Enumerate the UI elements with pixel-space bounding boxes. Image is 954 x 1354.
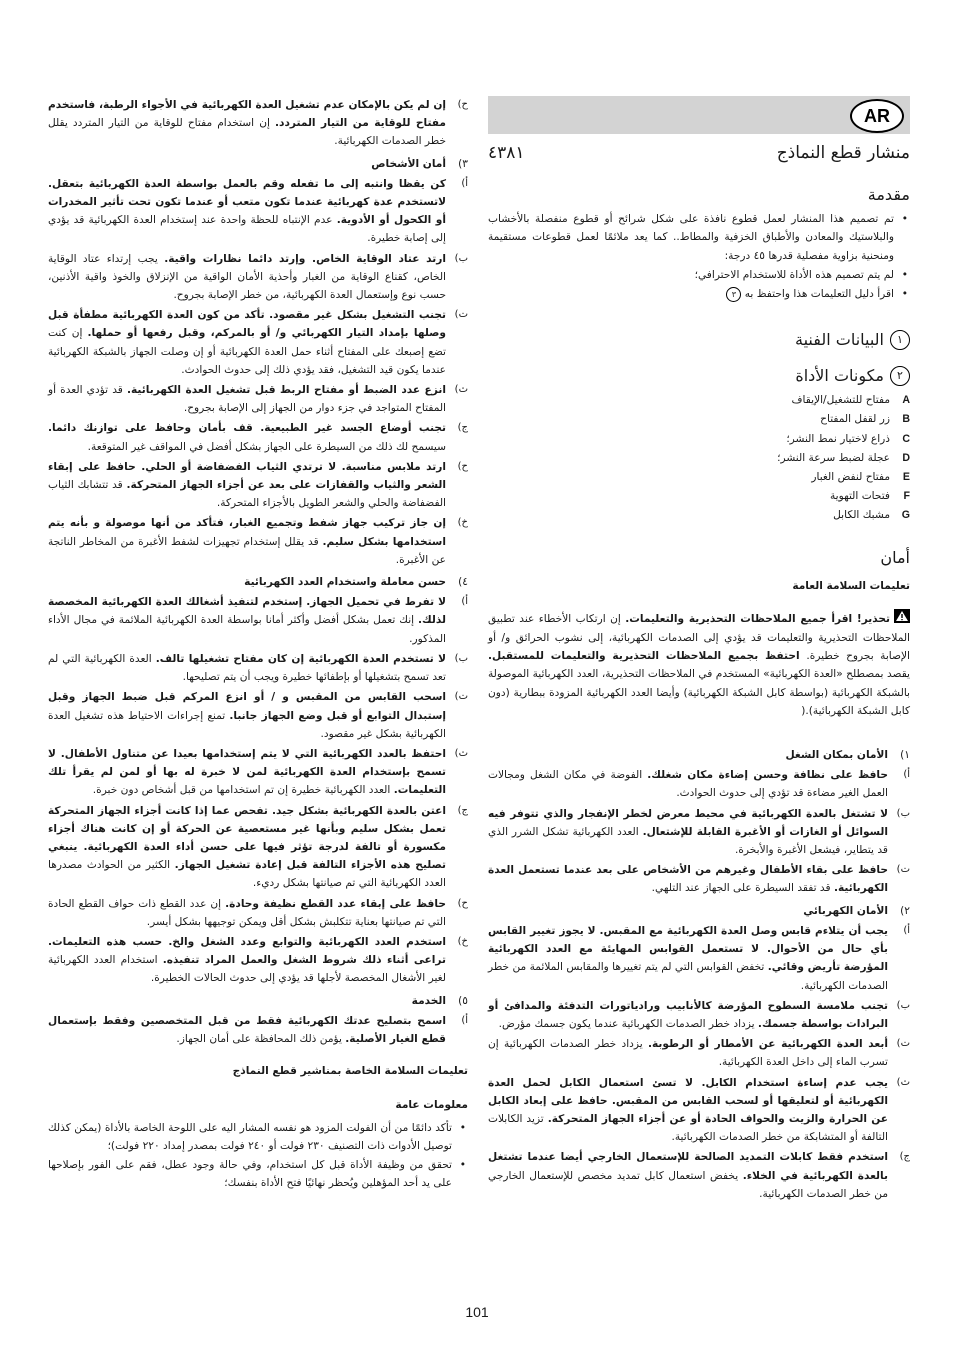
- page-number: 101: [465, 1304, 489, 1320]
- document-title: منشار قطع النماذج: [776, 143, 910, 163]
- list-item: C ذراع لاختيار نمط النشر؛: [786, 432, 910, 445]
- handling-heading: ٤) حسن معاملة واستخدام العدد الكهربائية: [244, 576, 468, 589]
- list-item: ب) ارتد عتاد الوقاية الخاص. وإرتد دائما نظارات واقية. يجب إرتداء عتاد الوقاية الخاص، كقناع الوقاية من الغبار وأحذية الأمان الواقية من الإنزلاق والخوذ واقية الأذنين، حسب نوع وإستعمال العدة الكهربائية، من خطر الإصابة بجروح.: [48, 252, 468, 302]
- list-item: ت) تجنب التشغيل بشكل غير مقصود. تأكد من كون العدة الكهربائية مطفأة قبل وصلها بإمداد التيار الكهربائي و/ أو بالمركم، وقبل رفعها أو حملها. إن كنت تضع إصبعك على المفتاح أثناء حمل العدة الكهربائية أو إن وصلت الجهاز بالشبكة الكهربائية عندما يكون قيد التشغيل، فقد يؤدي ذلك إلى حدوث الحوادث.: [48, 309, 468, 376]
- electrical-heading: ٢) الأمان الكهربائي: [803, 904, 910, 917]
- list-item: ح) حافظ على إبقاء عدد القطع نظيفة وحادة. إن عدد القطع ذات حواف القطع الحادة التي تم صيانتها بعناية تتكلبش بشكل أقل ويمكن توجيهها بشكل أيسر.: [48, 897, 468, 928]
- list-item: ج) اعتن بالعدة الكهربائية بشكل جيد. تفحص عما إذا كانت أجزاء الجهاز المتحركة تعمل بشكل سليم وبأنها غير مستعصية عن الحركة أو إن كانت هناك أجزاء مكسورة أو تالفة لدرجة تؤثر فيها على حسن أداء العدة الكهربائية. ينبغي تصليح هذه الأجزاء التالفة قبل إعادة تشغيل الجهاز. الكثير من الحوادث مصدرها العدد الكهربائية التي تم صيانتها بشكل رديء.: [48, 804, 468, 890]
- list-item: ث) انزع عدد الضبط أو مفتاح الربط قبل تشغيل العدة الكهربائية. قد تؤدي العدة أو المفتاح المتواجد في جزء دوار من الجهاز إلى الإصابة بجروح.: [48, 384, 468, 415]
- title-row: [488, 144, 910, 162]
- list-item: خ) استخدم العدد الكهربائية والتوابع وعدد الشغل والخ. حسب هذه التعليمات. تراعى أثناء ذلك شروط الشغل والعمل المراد تنفيذه. استخدام العدد الكهربائية لغير الأشغال المخصصة لأجلها قد يؤدي إلى حدوث الحالات الخطيرة.: [48, 935, 468, 985]
- left-column: [48, 96, 468, 1193]
- list-item: F فتحات التهوية: [829, 490, 910, 503]
- components-list: [488, 391, 910, 524]
- list-item: ح) ارتد ملابس مناسبة. لا ترتدي الثياب الفضفاضة أو الحلي. حافظ على إبقاء الشعر والثياب والقفازات على بعد عن أجزاء الجهاز المتحركة. قد تتشابك الثياب الفضفاضة والحلي والشعر الطويل بالأجزاء المتحركة.: [48, 460, 468, 510]
- list-item: A مفتاح للتشغيل/الإيقاف: [791, 394, 910, 407]
- list-item: ج) تجنب أوضاع الجسد غير الطبيعية. قف بأمان وحافظ على توازنك دائما. سيسمح لك ذلك من السيطرة على الجهاز بشكل أفضل في المواقف غير المتوقعة.: [48, 422, 468, 453]
- warning-paragraph: تحذير! اقرأ جميع الملاحظات التحذيرية والتعليمات. إن ارتكاب الأخطاء عند تطبيق الملاحظات التحذيرية والتعليمات قد يؤدي إلى الصدمات الكهربائية، إلى نشوب الحرائق و/ أو الإصابة بجروح خطيرة. احتفظ بجميع الملاحظات التحذيرية والتعليمات للمستقبل. يقصد بمصطلح «العدة الكهربائية» المستخدم في الملاحظات التحذيرية، العدد الكهربائية الموصولة بالشبكة الكهربائية (بواسطة كابل الشبكة الكهربائية) وأيضا العدد الكهربائية المزودة ببطارية (دون كابل الشبكة الكهربائية).(: [488, 609, 910, 720]
- list-item: أ) لا تفرط في تحميل الجهاز. إستخدم لتنفيذ أشغالك العدة الكهربائية المخصصة لذلك. إنك تعمل بشكل أفضل وأكثر أمانا بواسطة العدة الكهربائية الملائمة في مجال الأداء المذكور.: [48, 596, 468, 645]
- general-info-heading: معلومات عامة: [395, 1099, 468, 1112]
- specific-safety-heading: تعليمات السلامة الخاصة بمناشير قطع النماذج: [232, 1065, 468, 1078]
- safety-heading: أمان: [880, 547, 910, 567]
- list-item: B زر لقفل المفتاح: [820, 413, 910, 426]
- list-item: أ) اسمح بتصليح عدتك الكهربائية فقط من قبل المتخصصين وفقط بإستعمال قطع الغيار الأصلية. يؤمن ذلك المحافظة على أمان الجهاز.: [48, 1014, 468, 1045]
- language-badge: AR: [850, 99, 904, 133]
- list-item: ب) تجنب ملامسة السطوح المؤرضة كالأنابيب ورادياتورات التدفئة والمدافئ أو البرادات بواسطة جسمك. يزداد خطر الصدمات الكهربائية عندما يكون جسمك مؤرض.: [488, 999, 910, 1030]
- list-item: ج) استخدم فقط كابلات التمديد الصالحة للإستعمال الخارجي أيضا عندما تشتغل بالعدة الكهربائية في الخلاء. يخفض استعمال كابل تمديد مخصص للإستعمال الخارجي من خطر الصدمات الكهربائية.: [488, 1151, 910, 1200]
- intro-list: [488, 210, 910, 303]
- list-item: • تحقق من وظيفة الأداة قبل كل استخدام، وفي حالة وجود عطل، فقم على الفور بإصلاحها على يد أحد المؤهلين ويُحظر نهائيًا فتح الأداة بنفسك؛: [48, 1156, 468, 1192]
- list-item: ت) أبعد العدة الكهربائية عن الأمطار أو الرطوبة. يزداد خطر الصدمات الكهربائية إن تسرب الماء إلى داخل العدة الكهربائية.: [488, 1038, 910, 1069]
- list-item: • اقرأ دليل التعليمات هذا واحتفظ به ٣: [488, 285, 910, 303]
- list-item: ح) إن لم يكن بالإمكان عدم تشغيل العدة الكهربائية في الأجواء الرطبة، فاستخدم مفتاح للوقاية من التيار المتردد. إن استخدام مفتاح للوقاية من التيار المتردد يقلل خطر الصدمات الكهربائية.: [48, 99, 468, 148]
- list-item: • لم يتم تصميم هذه الأداة للاستخدام الاحترافي؛: [488, 266, 910, 284]
- figure-ref: ٣: [726, 287, 741, 302]
- language-header-bar: [488, 96, 910, 134]
- personal-safety-heading: ٣) أمان الأشخاص: [371, 157, 468, 170]
- list-item: أ) يجب أن يتلاءم قابس وصل العدة الكهربائية مع المقبس. لا يجوز تغيير القابس بأي حال من الأحوال. لا تستعمل القوابس المهايئة مع العدد الكهربائية المؤرضة تأريض وقائي. تخفض القوابس التي لم يتم تغييرها والمقابس الملائمة من خطر الصدمات الكهربائية.: [488, 924, 910, 992]
- list-item: D عجلة لضبط سرعة النشر؛: [777, 451, 910, 464]
- service-heading: ٥) الخدمة: [411, 994, 468, 1007]
- list-item: ب) لا تستخدم العدة الكهربائية إن كان مفتاح تشغيلها تالف. العدة الكهربائية التي لم تعد تسمح بتشغيلها أو بإطفائها خطيرة ويجب أن يتم تصليحها.: [48, 652, 468, 684]
- work-area-heading: ١) الأمان بمكان الشغل: [785, 749, 910, 762]
- list-item: ث) احتفظ بالعدد الكهربائية التي لا يتم إستخدامها بعيدا عن متناول الأطفال. لا تسمح بإستخدام العدة الكهربائية لمن لا خبرة له بها أو لمن لم يقرأ تلك التعليمات. العدد الكهربائية خطيرة إن تم استخدامها من قبل أشخاص دون خبرة.: [48, 747, 468, 797]
- list-item: ث) يجب عدم إساءة استخدام الكابل. لا تسئ استعمال الكابل لحمل العدة الكهربائية أو لتعليقها أو لسحب القابس من المقبس. حافظ على إبعاد الكابل عن الحرارة والزيت والحواف الحادة أو عن أجزاء الجهاز المتحركة. تزيد الكابلات التالفة أو المتشابكة من خطر الصدمات الكهربائية.: [488, 1076, 910, 1144]
- general-safety-heading: تعليمات السلامة العامة: [792, 579, 910, 592]
- list-item: E مفتاح لنفض الغبار: [811, 471, 910, 484]
- list-item: • تأكد دائمًا من أن الفولت المزود هو نفسه المشار اليه على اللوحة الخاصة بالأداة (يمكن كذلك توصيل الأدوات ذات التصنيف ٢٣٠ فولت أو ٢٤٠ فولت بمصدر إمداد ٢٢٠ فولت)؛: [48, 1119, 468, 1155]
- figure-ref: ٢: [890, 366, 910, 386]
- model-number: ٤٣٨١: [488, 143, 525, 163]
- general-info-list: [48, 1119, 468, 1193]
- tech-data-heading: ١ البيانات الفنية: [488, 329, 910, 351]
- list-item: G مشبك الكابل: [833, 509, 910, 522]
- list-item: أ) كن يقظا وانتبه إلى ما تفعله وقم بالعمل بواسطة العدة الكهربائية بتعقل. لاتستخدم عدة كهربائية عندما تكون متعب أو عندما تكون تحت تأثير المخدرات أو الكحول أو الأدوية. عدم الإنتباه للحظة واحدة عند إستخدام العدة الكهربائية قد يؤدي إلى إصابة خطيرة.: [48, 177, 468, 245]
- list-item: • تم تصميم هذا المنشار لعمل قطوع نافذة على شكل شرائح أو قطوع منفصلة بالأخشاب والبلاستيك والمعادن والأطباق الخزفية والمطاط.. كما يعد ملائمًا لعمل قطوعات مستقيمة ومنحنية بزاوية مفصلية قدرها ٤٥ درجة:: [488, 210, 910, 265]
- list-item: ب) لا تشتغل بالعدة الكهربائية في محيط معرض لخطر الإنفجار والذي تتوفر فيه السوائل أو الغازات أو الأغبرة القابلة للإشتعال. العدد الكهربائية تشكل الشرر الذي قد يتطاير، فيشعل الأغبرة والأبخرة.: [488, 807, 910, 857]
- right-column: [488, 96, 910, 1205]
- intro-heading: مقدمة: [867, 185, 910, 205]
- list-item: أ) حافظ على نظافة وحسن إضاءة مكان شغلك. الفوضة في مكان الشغل ومجالات العمل الغير مضاءة قد تؤدي إلى حدوث الحوادث.: [488, 769, 910, 800]
- list-item: ت) اسحب القابس من المقبس و / أو انزع المركم قبل ضبط الجهاز وقبل إستبدال التوابع أو قبل وضع الجهاز جانبا. تمنع إجراءات الاحتياط هذه تشغيل العدة الكهربائية بشكل غير مقصود.: [48, 691, 468, 740]
- warning-icon: [894, 609, 910, 629]
- figure-ref: ١: [890, 330, 910, 350]
- list-item: خ) إن جاز تركيب جهاز شفط وتجميع الغبار، فتأكد من أنها موصولة و بأنه يتم استخدامها بشكل سليم. قد يقلل إستخدام تجهيزات لشفط الأغبرة من المخاطر الناتجة عن الأغبرة.: [48, 517, 468, 566]
- list-item: ت) حافظ على بقاء الأطفال وغيرهم من الأشخاص على بعد عندما تستعمل العدة الكهربائية. قد تفقد السيطرة على الجهاز عند التلهي.: [488, 864, 910, 895]
- components-heading: ٢ مكونات الأداة: [488, 365, 910, 387]
